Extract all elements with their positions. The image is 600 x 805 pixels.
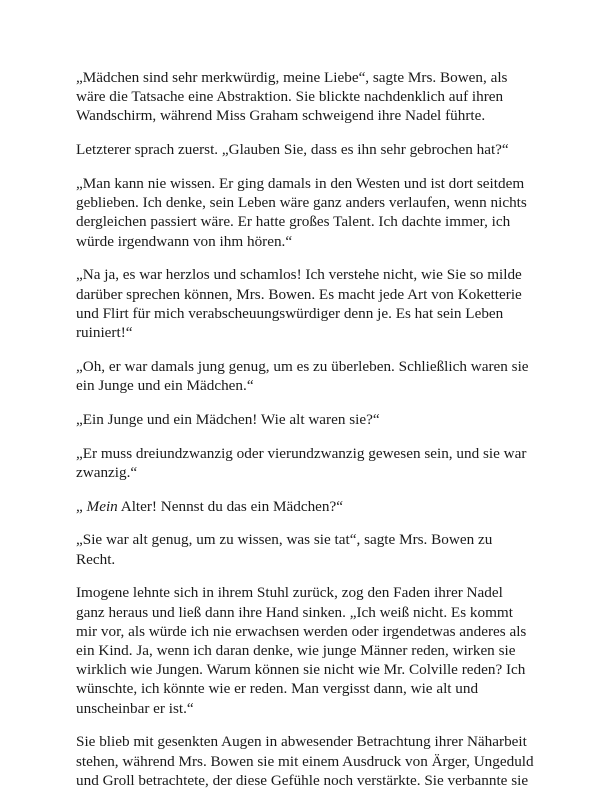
paragraph-6: „Ein Junge und ein Mädchen! Wie alt waren sie?“: [76, 410, 380, 428]
paragraph-8-suffix: Alter! Nennst du das ein Mädchen?“: [117, 497, 343, 515]
paragraph-2: Letzterer sprach zuerst. „Glauben Sie, dass es ihn sehr gebrochen hat?“: [76, 141, 509, 159]
paragraph-8-prefix: „: [76, 497, 87, 515]
paragraph-5: „Oh, er war damals jung genug, um es zu überleben. Schließlich waren sie ein Junge und ein Mädchen.“: [76, 357, 529, 395]
paragraph-3: „Man kann nie wissen. Er ging damals in den Westen und ist dort seitdem geblieben. Ich denke, sein Leben wäre ganz anders verlaufen, wenn nichts dergleichen passiert wäre. Er hatte großes Talent. Ich dachte immer, ich würde irgendwann von ihm hören.“: [76, 175, 527, 250]
paragraph-8-emphasis: Mein: [86, 497, 118, 515]
paragraph-4: „Na ja, es war herzlos und schamlos! Ich verstehe nicht, wie Sie so milde darüber sprechen können, Mrs. Bowen. Es macht jede Art von Koketterie und Flirt für mich verabscheuungswürdiger denn je. Es hat sein Leben ruiniert!“: [76, 266, 522, 342]
paragraph-7: „Er muss dreiundzwanzig oder vierundzwanzig gewesen sein, und sie war zwanzig.“: [76, 444, 527, 481]
paragraph-9: „Sie war alt genug, um zu wissen, was sie tat“, sagte Mrs. Bowen zu Recht.: [76, 531, 493, 568]
body-text: [76, 68, 534, 805]
paragraph-1: „Mädchen sind sehr merkwürdig, meine Liebe“, sagte Mrs. Bowen, als wäre die Tatsache eine Abstraktion. Sie blickte nachdenklich auf ihren Wandschirm, während Miss Graham schweigend ihre Nadel führte.: [76, 69, 508, 125]
paragraph-11: Sie blieb mit gesenkten Augen in abwesender Betrachtung ihrer Näharbeit stehen, während Mrs. Bowen sie mit einem Ausdruck von Ärger, Ungeduld und Groll betrachtete, der diese Gefühle noch verstärkte. Sie verbannte sie: [76, 733, 534, 789]
paragraph-8: [76, 497, 534, 516]
paragraph-10: Imogene lehnte sich in ihrem Stuhl zurück, zog den Faden ihrer Nadel ganz heraus und ließ dann ihre Hand sinken. „Ich weiß nicht. Es kommt mir vor, als würde ich nie erwachsen werden oder irgendetwas anderes als ein Kind. Ja, wenn ich daran denke, wie junge Männer reden, wirken sie wirklich wie Jungen. Warum können sie nicht wie Mr. Colville reden? Ich wünschte, ich könnte wie er reden. Man vergisst dann, wie alt und unscheinbar er ist.“: [76, 584, 527, 717]
